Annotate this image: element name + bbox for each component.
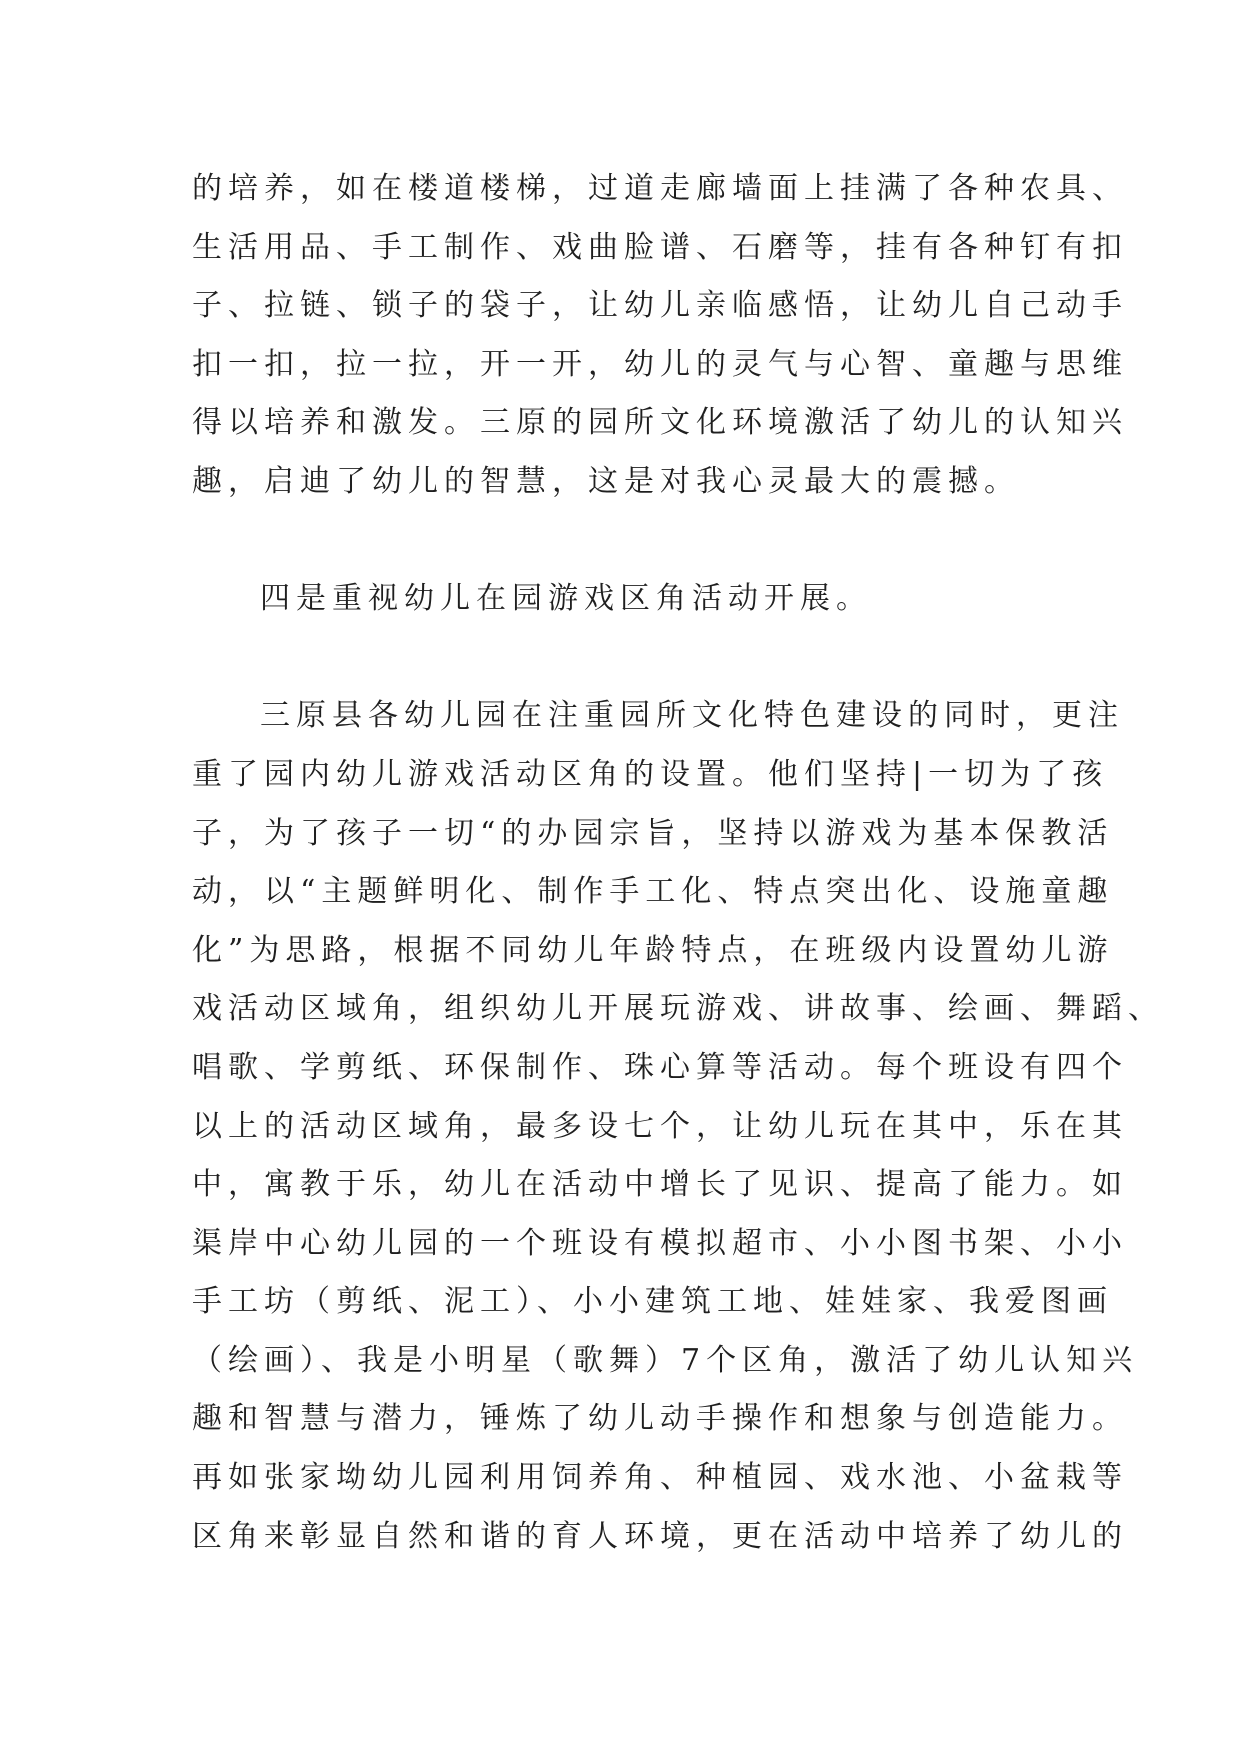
paragraph-line: 子、拉链、锁子的袋子，让幼儿亲临感悟，让幼儿自己动手 [192, 288, 1128, 324]
paragraph-line: 三原县各幼儿园在注重园所文化特色建设的同时，更注 [260, 698, 1124, 734]
section-heading: 四是重视幼儿在园游戏区角活动开展。 [260, 581, 872, 617]
paragraph-line: 中，寓教于乐，幼儿在活动中增长了见识、提高了能力。如 [192, 1167, 1128, 1203]
paragraph-line: 手工坊（剪纸、泥工）、小小建筑工地、娃娃家、我爱图画 [192, 1284, 1113, 1320]
paragraph-line: （绘画）、我是小明星（歌舞）7个区角，激活了幼儿认知兴 [192, 1342, 1139, 1378]
paragraph-line: 重了园内幼儿游戏活动区角的设置。他们坚持|一切为了孩 [192, 756, 1109, 792]
paragraph-spacer [192, 512, 1072, 571]
paragraph-line: 化”为思路，根据不同幼儿年龄特点，在班级内设置幼儿游 [192, 932, 1114, 968]
paragraph-line: 得以培养和激发。三原的园所文化环境激活了幼儿的认知兴 [192, 405, 1128, 441]
paragraph-line: 趣，启迪了幼儿的智慧，这是对我心灵最大的震撼。 [192, 463, 1020, 499]
paragraph-line: 扣一扣，拉一拉，开一开，幼儿的灵气与心智、童趣与思维 [192, 346, 1128, 382]
paragraph-line: 趣和智慧与潜力，锤炼了幼儿动手操作和想象与创造能力。 [192, 1401, 1128, 1437]
paragraph-line: 戏活动区域角，组织幼儿开展玩游戏、讲故事、绘画、舞蹈、 [192, 991, 1164, 1027]
paragraph-line: 生活用品、手工制作、戏曲脸谱、石磨等，挂有各种钉有扣 [192, 229, 1128, 265]
paragraph-line: 的培养，如在楼道楼梯，过道走廊墙面上挂满了各种农具、 [192, 171, 1128, 206]
paragraph-line: 动，以“主题鲜明化、制作手工化、特点突出化、设施童趣 [192, 874, 1114, 910]
paragraph-line: 子，为了孩子一切“的办园宗旨，坚持以游戏为基本保教活 [192, 815, 1114, 851]
paragraph-spacer [192, 629, 1072, 688]
paragraph-line: 以上的活动区域角，最多设七个，让幼儿玩在其中，乐在其 [192, 1108, 1128, 1144]
body-text [192, 160, 1164, 1566]
paragraph-line: 再如张家坳幼儿园利用饲养角、种植园、戏水池、小盆栽等 [192, 1460, 1128, 1496]
paragraph-line: 唱歌、学剪纸、环保制作、珠心算等活动。每个班设有四个 [192, 1049, 1128, 1085]
paragraph-line: 区角来彰显自然和谐的育人环境，更在活动中培养了幼儿的 [192, 1518, 1128, 1554]
paragraph-line: 渠岸中心幼儿园的一个班设有模拟超市、小小图书架、小小 [192, 1225, 1128, 1261]
